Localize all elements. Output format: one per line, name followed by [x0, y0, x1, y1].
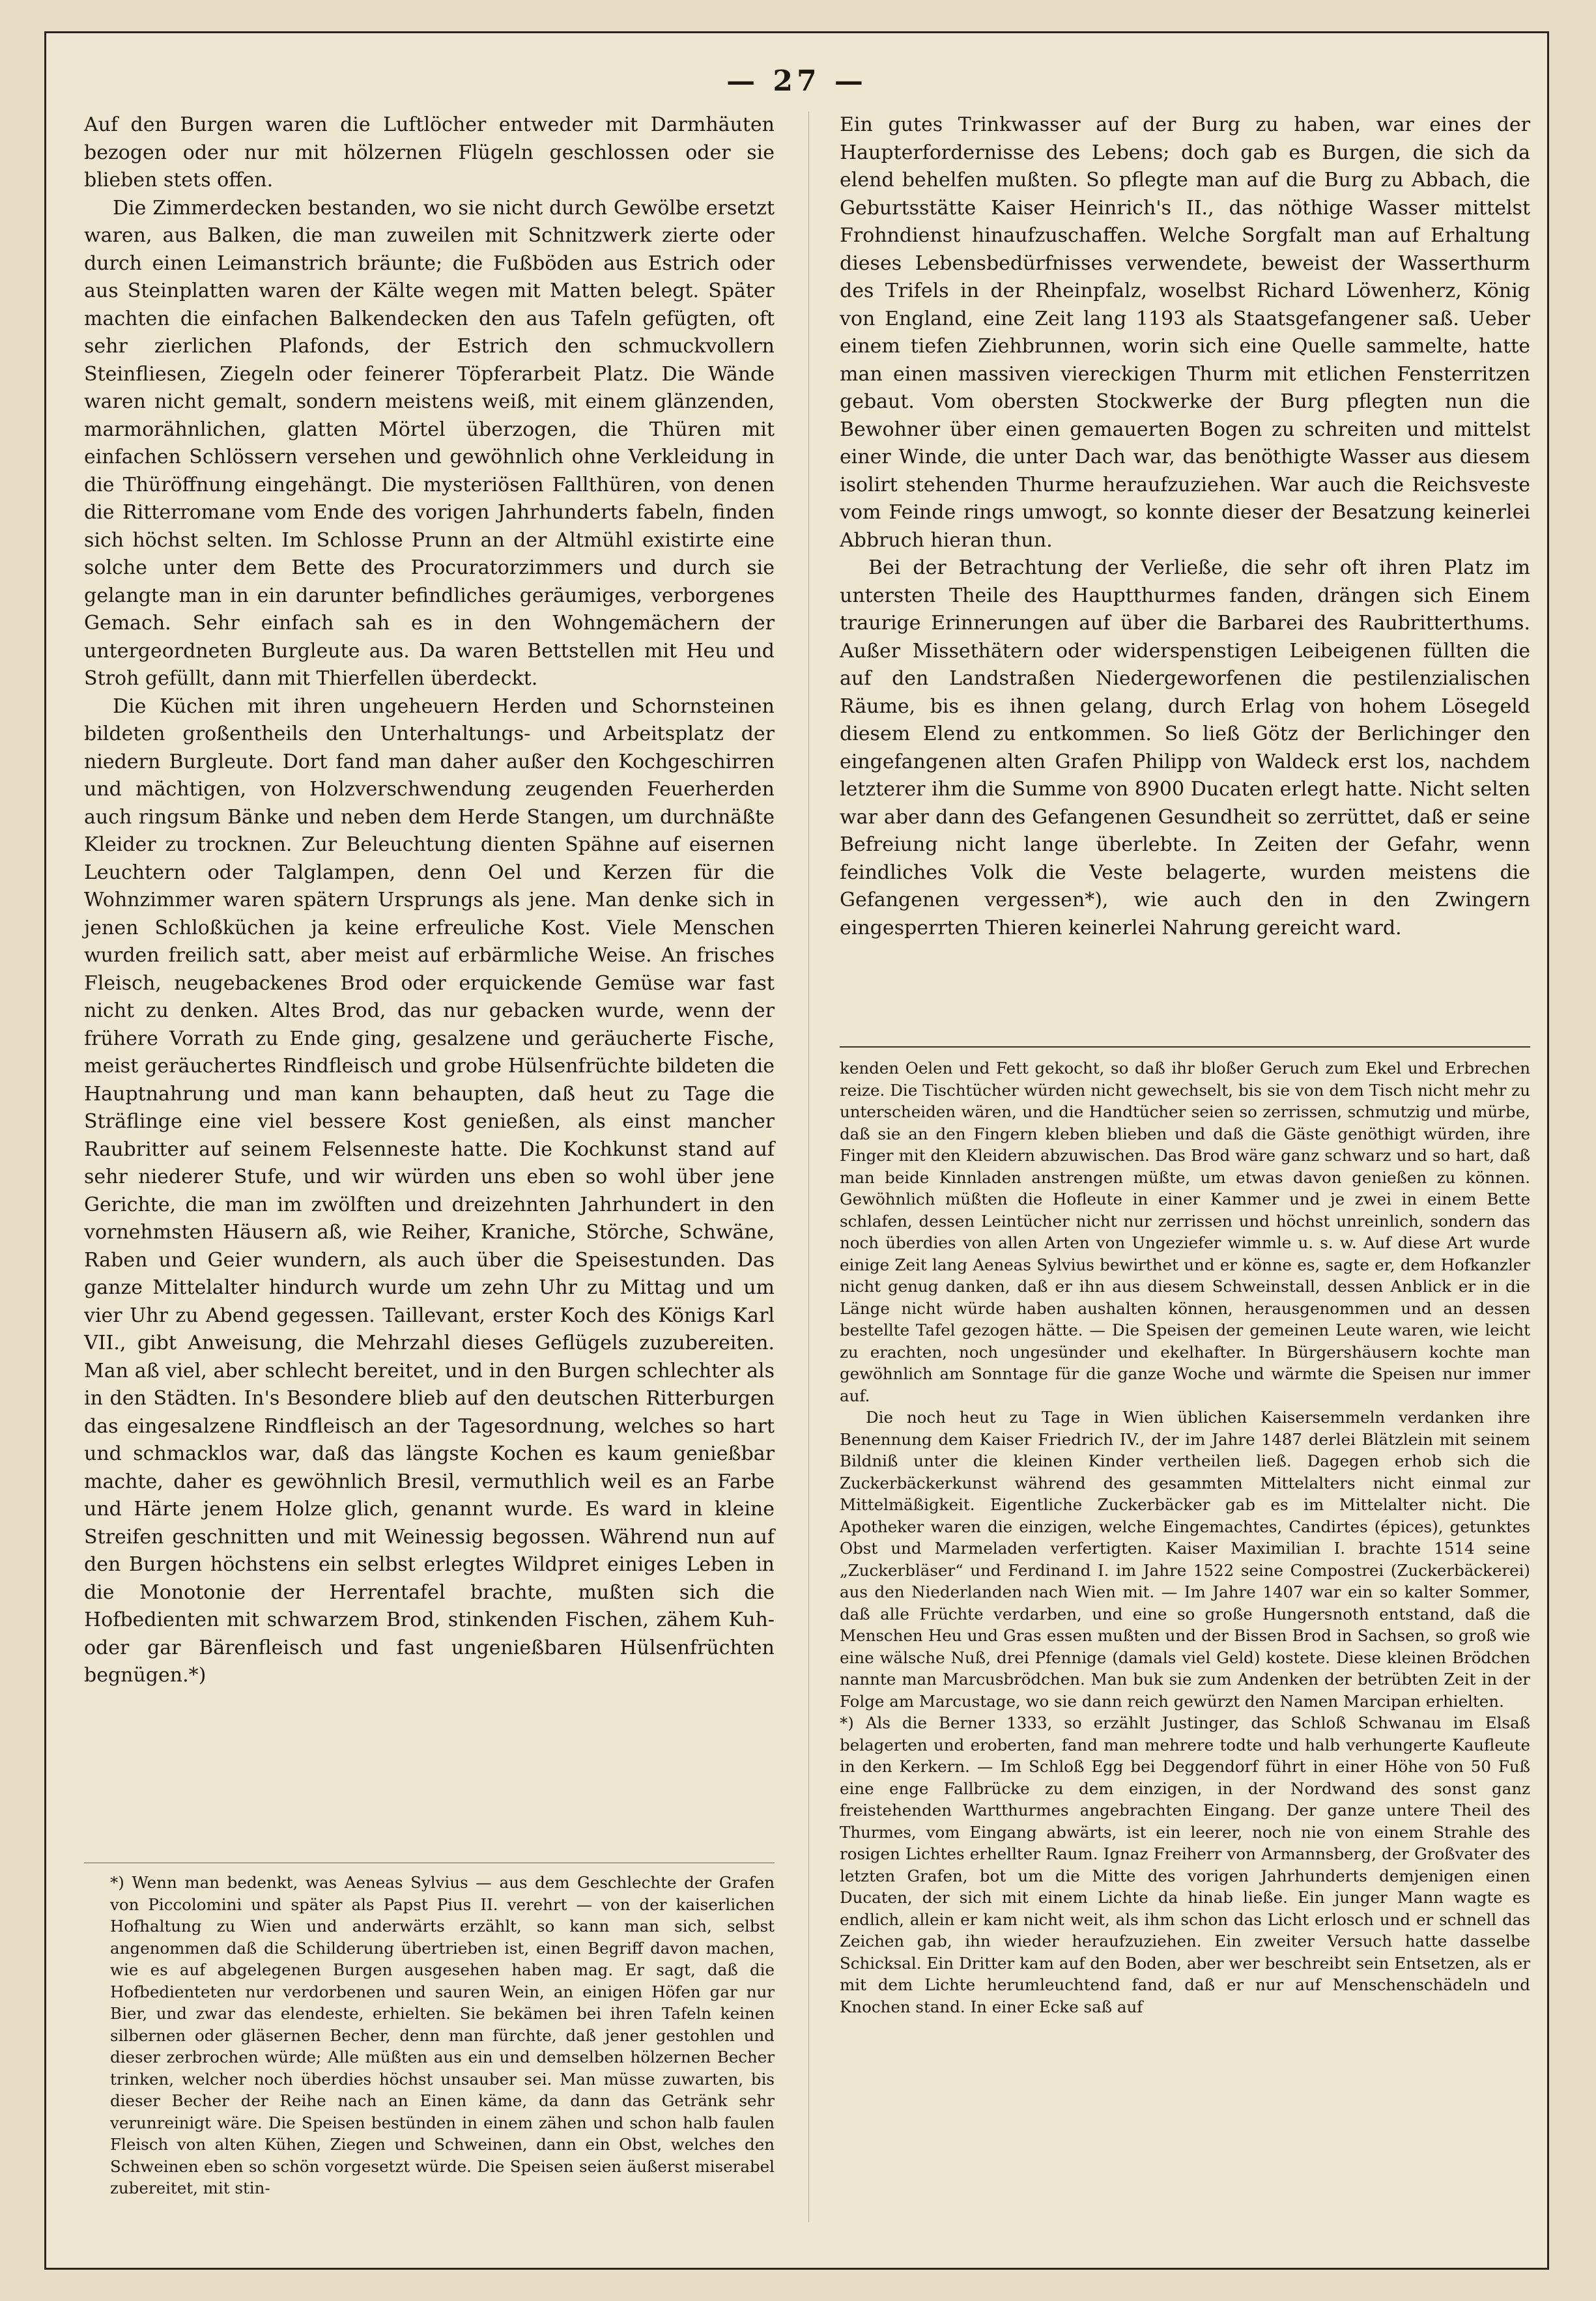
footnote-kaisersemmeln: Die noch heut zu Tage in Wien üblichen Kaisersemmeln verdanken ihre Benennung dem Kaiser Friedrich IV., der im Jahre 1487 derlei Blätzlein mit seinem Bildniß unter die kleinen Kinder vertheilen ließ. Dagegen erhob sich die Zuckerbäckerkunst während des gesammten Mittelalters nicht einmal zur Mittelmäßigkeit. Eigentliche Zuckerbäcker gab es im Mittelalter nicht. Die Apotheker waren die einzigen, welche Eingemachtes, Candirtes (épices), getunktes Obst und Marmeladen verfertigten. Kaiser Maximilian I. brachte 1514 seine „Zuckerbläser“ und Ferdinand I. im Jahre 1522 seine Compostrei (Zuckerbäckerei) aus den Niederlanden nach Wien mit. — Im Jahre 1407 war ein so kalter Sommer, daß alle Früchte verdarben, und eine so große Hungersnoth entstand, daß die Menschen Heu und Gras essen mußten und der Bissen Brod in Sachsen, so groß wie eine wälsche Nuß, drei Pfennige (damals viel Geld) kostete. Diese kleinen Brödchen nannte man Marcusbrödchen. Man buk sie zum Andenken der betrübten Zeit in der Folge am Marcustage, wo sie dann reich gewürzt den Namen Marcipan erhielten.: [840, 1408, 1530, 1711]
newspaper-page: [44, 31, 1549, 2270]
footnote-schwanau: *) Als die Berner 1333, so erzählt Justinger, das Schloß Schwanau im Elsaß belagerten und eroberten, fand man mehrere todte und halb verhungerte Kaufleute in den Kerkern. — Im Schloß Egg bei Deggendorf führt in einer Höhe von 50 Fuß eine enge Fallbrücke zu dem einzigen, in der Nordwand des sonst ganz freistehenden Wartthurmes angebrachten Eingang. Der ganze untere Theil des Thurmes, vom Eingang abwärts, ist ein leerer, noch nie von einem Strahle des rosigen Lichtes erhellter Raum. Ignaz Freiherr von Armannsberg, der Großvater des letzten Grafen, bot um die Mitte des vorigen Jahrhunderts demjenigen einen Ducaten, der sich mit einem Lichte da hinab ließe. Ein junger Mann wagte es endlich, allein er kam nicht weit, als ihm schon das Licht erlosch und er schnell das Zeichen gab, ihn wieder heraufzuziehen. Ein zweiter Versuch hatte dasselbe Schicksal. Ein Dritter kam auf den Boden, aber wer beschreibt sein Entsetzen, als er mit dem Lichte herumleuchtend fand, daß er nur auf Menschenschädeln und Knochen stand. In einer Ecke saß auf: [840, 1713, 1530, 2016]
paragraph-air-holes: Auf den Burgen waren die Luftlöcher entweder mit Darmhäuten bezogen oder nur mit hölzernen Flügeln geschlossen oder sie blieben stets offen.: [84, 113, 775, 192]
footnote-continuation: kenden Oelen und Fett gekocht, so daß ihr bloßer Geruch zum Ekel und Erbrechen reize. Die Tischtücher würden nicht gewechselt, bis sie von dem Tisch nicht mehr zu unterscheiden wären, und die Handtücher seien so zerrissen, schmutzig und mürbe, daß sie an den Fingern kleben blieben und daß die Gäste genöthigt würden, ihre Finger mit den Kleidern abzuwischen. Das Brod wäre ganz schwarz und so hart, daß man beide Kinnladen anstrengen müßte, um etwas davon genießen zu können. Gewöhnlich müßten die Hofleute in einer Kammer und je zwei in einem Bette schlafen, dessen Leintücher nicht nur zerrissen und höchst unreinlich, sondern das noch überdies von allen Arten von Ungeziefer wimmle u. s. w. Auf diese Art wurde einige Zeit lang Aeneas Sylvius bewirthet und er könne es, sagte er, dem Hofkanzler nicht genug danken, daß er ihn aus diesem Schweinstall, dessen Anblick er in die Länge nicht würde haben aushalten können, herausgenommen und an dessen bestellte Tafel gezogen hätte. — Die Speisen der gemeinen Leute waren, wie leicht zu erachten, noch ungesünder und ekelhafter. In Bürgershäusern kochte man gewöhnlich am Sonntage für die ganze Woche und wärmte die Speisen nur immer auf.: [840, 1059, 1530, 1405]
left-column: [84, 111, 775, 1864]
paragraph-drinking-water: Ein gutes Trinkwasser auf der Burg zu haben, war eines der Haupterfordernisse des Lebens; doch gab es Burgen, die sich da elend behelfen mußten. So pflegte man auf die Burg zu Abbach, die Geburtsstätte Kaiser Heinrich's II., das nöthige Wasser mittelst Frohndienst hinaufzuschaffen. Welche Sorgfalt man auf Erhaltung dieses Lebensbedürfnisses verwendete, beweist der Wasserthurm des Trifels in der Rheinpfalz, woselbst Richard Löwenherz, König von England, eine Zeit lang 1193 als Staatsgefangener saß. Ueber einem tiefen Ziehbrunnen, worin sich eine Quelle sammelte, hatte man einen massiven viereckigen Thurm mit etlichen Fensterritzen gebaut. Vom obersten Stockwerke der Burg pflegten nun die Bewohner über einen gemauerten Bogen zu schreiten und mittelst einer Winde, die unter Dach war, das benöthigte Wasser aus diesem isolirt stehenden Thurme heraufzuziehen. War auch die Reichsveste vom Feinde rings umwogt, so konnte dieser der Besatzung keinerlei Abbruch hieran thun.: [840, 113, 1530, 552]
page-number: — 27 —: [726, 64, 867, 98]
right-column: [840, 111, 1530, 1030]
column-divider: [808, 111, 809, 2222]
footnote-left: [84, 1872, 775, 2199]
footnote-divider-right: [840, 1046, 1530, 1048]
paragraph-dungeons: Bei der Betrachtung der Verließe, die sehr oft ihren Platz im untersten Theile des Hauptthurmes fanden, drängen sich Einem traurige Erinnerungen auf über die Barbarei des Raubritterthums. Außer Missethätern oder widerspenstigen Leibeigenen füllten die auf den Landstraßen Niedergeworfenen die pestilenzialischen Räume, bis es ihnen gelang, durch Erlag von hohem Lösegeld diesem Elend zu entkommen. So ließ Götz der Berlichinger den eingefangenen alten Grafen Philipp von Waldeck erst los, nachdem letzterer ihm die Summe von 8900 Ducaten erlegt hatte. Nicht selten war aber dann des Gefangenen Gesundheit so zerrüttet, daß er seine Befreiung nicht lange überlebte. In Zeiten der Gefahr, wenn feindliches Volk die Veste belagerte, wurden meistens die Gefangenen vergessen*), wie auch den in den Zwingern eingesperrten Thieren keinerlei Nahrung gereicht ward.: [840, 556, 1530, 939]
footnote-right: [840, 1057, 1530, 2018]
footnote-aeneas-sylvius: *) Wenn man bedenkt, was Aeneas Sylvius — aus dem Geschlechte der Grafen von Piccolomini und später als Papst Pius II. verehrt — von der kaiserlichen Hofhaltung zu Wien und anderwärts erzählt, so kann man sich, selbst angenommen daß die Schilderung übertrieben ist, einen Begriff davon machen, wie es auf abgelegenen Burgen ausgesehen haben mag. Er sagt, daß die Hofbedienteten nur verdorbenen und sauren Wein, an einigen Höfen gar nur Bier, und zwar das elendeste, erhielten. Sie bekämen bei ihren Tafeln keinen silbernen oder gläsernen Becher, denn man fürchte, daß jener gestohlen und dieser zerbrochen würde; Alle müßten aus ein und demselben hölzernen Becher trinken, welcher noch überdies höchst unsauber sei. Man müsse zuwarten, bis dieser Becher der Reihe nach an Einen käme, da dann das Getränk sehr verunreinigt wäre. Die Speisen bestünden in einem zähen und schon halb faulen Fleisch von alten Kühen, Ziegen und Schweinen, dann ein Obst, welches den Schweinen eben so schön vorgesetzt würde. Die Speisen seien äußerst miserabel zubereitet, mit stin-: [110, 1873, 775, 2197]
paragraph-kitchens: Die Küchen mit ihren ungeheuern Herden und Schornsteinen bildeten großentheils den Unterhaltungs- und Arbeitsplatz der niedern Burgleute. Dort fand man daher außer den Kochgeschirren und mächtigen, von Holzverschwendung zeugenden Feuerherden auch ringsum Bänke und neben dem Herde Stangen, um durchnäßte Kleider zu trocknen. Zur Beleuchtung dienten Spähne auf eisernen Leuchtern oder Talglampen, denn Oel und Kerzen für die Wohnzimmer waren spätern Ursprungs als jene. Man denke sich in jenen Schloßküchen ja keine erfreuliche Kost. Viele Menschen wurden freilich satt, aber meist auf erbärmliche Weise. An frisches Fleisch, neugebackenes Brod oder erquickende Gemüse war fast nicht zu denken. Altes Brod, das nur gebacken wurde, wenn der frühere Vorrath zu Ende ging, gesalzene und geräucherte Fische, meist geräuchertes Rindfleisch und grobe Hülsenfrüchte bildeten die Hauptnahrung und man kann behaupten, daß heut zu Tage die Sträflinge eine viel bessere Kost genießen, als einst mancher Raubritter auf seinem Felsenneste hatte. Die Kochkunst stand auf sehr niederer Stufe, und wir würden uns eben so wohl über jene Gerichte, die man im zwölften und dreizehnten Jahrhundert in den vornehmsten Häusern aß, wie Reiher, Kraniche, Störche, Schwäne, Raben und Geier wundern, als auch über die Speisestunden. Das ganze Mittelalter hindurch wurde um zehn Uhr zu Mittag und um vier Uhr zu Abend gegessen. Taillevant, erster Koch des Königs Karl VII., gibt Anweisung, die Mehrzahl dieses Geflügels zuzubereiten. Man aß viel, aber schlecht bereitet, und in den Burgen schlechter als in den Städten. In's Besondere blieb auf den deutschen Ritterburgen das eingesalzene Rindfleisch an der Tagesordnung, welches so hart und schmacklos war, daß das längste Kochen es kaum genießbar machte, daher es gewöhnlich Bresil, vermuthlich weil es an Farbe und Härte jenem Holze glich, genannt wurde. Es ward in kleine Streifen geschnitten und mit Weinessig begossen. Während nun auf den Burgen höchstens ein selbst erlegtes Wildpret einiges Leben in die Monotonie der Herrentafel brachte, mußten sich die Hofbedienten mit schwarzem Brod, stinkenden Fischen, zähem Kuh- oder gar Bärenfleisch und fast ungenießbaren Hülsenfrüchten begnügen.*): [84, 694, 775, 1687]
paragraph-ceilings: Die Zimmerdecken bestanden, wo sie nicht durch Gewölbe ersetzt waren, aus Balken, die man zuweilen mit Schnitzwerk zierte oder durch einen Leimanstrich bräunte; die Fußböden aus Estrich oder aus Steinplatten waren der Kälte wegen mit Matten belegt. Später machten die einfachen Balkendecken den aus Tafeln gefügten, oft sehr zierlichen Plafonds, der Estrich den schmuckvollern Steinfliesen, Ziegeln oder feinerer Töpferarbeit Platz. Die Wände waren nicht gemalt, sondern meistens weiß, mit einem glänzenden, marmorähnlichen, glatten Mörtel überzogen, die Thüren mit einfachen Schlössern versehen und gewöhnlich ohne Verkleidung in die Thüröffnung eingehängt. Die mysteriösen Fallthüren, von denen die Ritterromane vom Ende des vorigen Jahrhunderts fabeln, finden sich höchst selten. Im Schlosse Prunn an der Altmühl existirte eine solche unter dem Bette des Procuratorzimmers und durch sie gelangte man in ein darunter befindliches geräumiges, verborgenes Gemach. Sehr einfach sah es in den Wohngemächern der untergeordneten Burgleute aus. Da waren Bettstellen mit Heu und Stroh gefüllt, dann mit Thierfellen überdeckt.: [84, 196, 775, 690]
